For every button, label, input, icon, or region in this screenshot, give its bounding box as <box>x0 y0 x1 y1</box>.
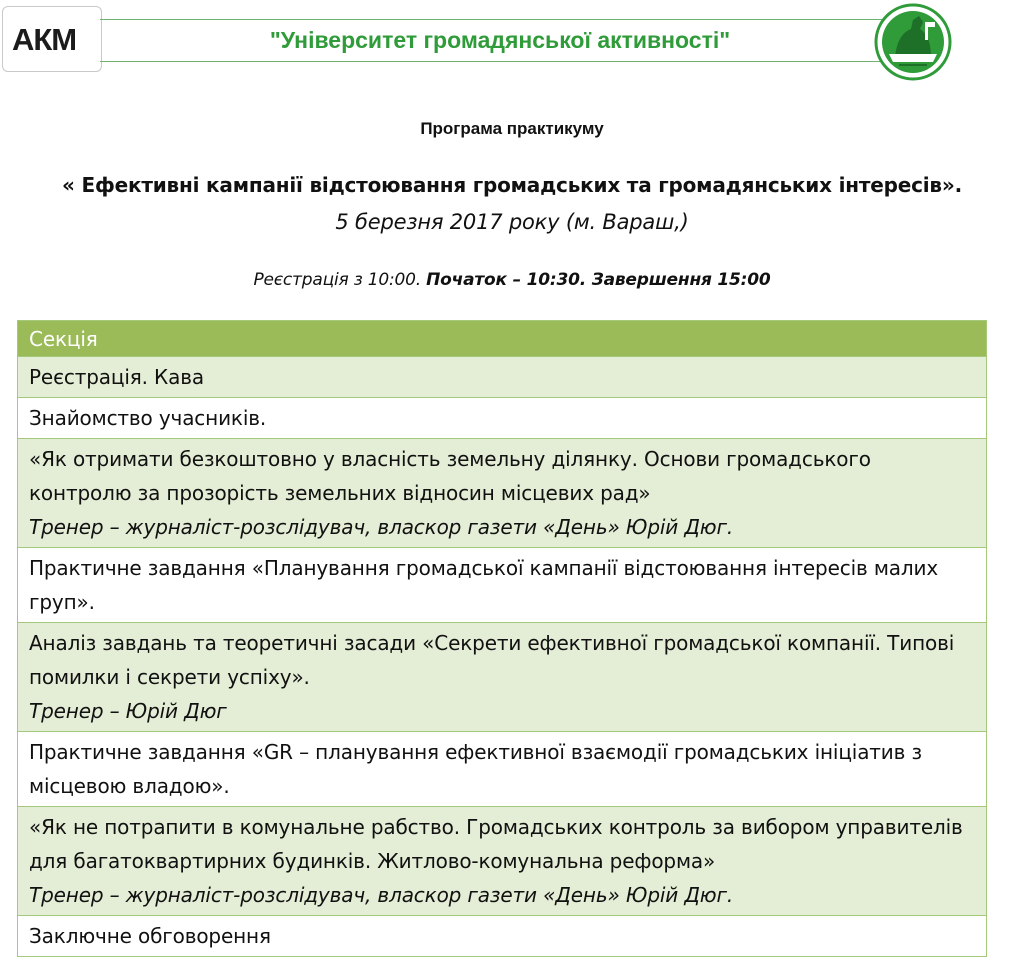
session-text: Практичне завдання «Планування громадської кампанії відстоювання інтересів малих груп». <box>29 556 939 614</box>
table-row <box>18 807 987 916</box>
session-text: Знайомство учасників. <box>29 406 267 430</box>
session-text: Заключне обговорення <box>29 924 271 948</box>
table-row <box>18 916 987 957</box>
registration-time: Реєстрація з 10:00. <box>253 270 421 290</box>
table-row <box>18 623 987 732</box>
table-cell <box>18 357 987 398</box>
session-text: Аналіз завдань та теоретичні засади «Секрети ефективної громадської компанії. Типові помилки і секрети успіху». <box>29 631 955 689</box>
schedule-line <box>0 270 1024 290</box>
banner-bottom-line <box>100 61 900 62</box>
table-header-row <box>18 321 987 357</box>
akm-logo <box>2 6 102 72</box>
table-cell <box>18 732 987 807</box>
table-cell <box>18 548 987 623</box>
table-header-cell: Секція <box>18 321 987 357</box>
table-row <box>18 439 987 548</box>
table-row <box>18 732 987 807</box>
event-date: 5 березня 2017 року (м. Вараш,) <box>335 210 689 234</box>
event-title: « Ефективні кампанії відстоювання громадських та громадянських інтересів». <box>62 173 962 197</box>
table-row <box>18 548 987 623</box>
session-text: Реєстрація. Кава <box>29 365 204 389</box>
table-row <box>18 357 987 398</box>
table-cell <box>18 916 987 957</box>
program-label: Програма практикуму <box>420 119 604 138</box>
table-row <box>18 398 987 439</box>
table-cell <box>18 807 987 916</box>
session-text: «Як не потрапити в комунальне рабство. Громадських контроль за вибором управителів для багатоквартирних будинків. Житлово-комунальна реформа» <box>29 815 963 873</box>
program-table <box>17 320 987 957</box>
table-cell <box>18 623 987 732</box>
banner-top-line <box>100 19 900 20</box>
header-banner <box>0 0 1024 80</box>
trainer-text: Тренер – журналіст-розслідувач, власкор газети «День» Юрій Дюг. <box>29 515 734 539</box>
start-end-time: Початок – 10:30. Завершення 15:00 <box>426 270 771 290</box>
trainer-text: Тренер – журналіст-розслідувач, власкор газети «День» Юрій Дюг. <box>29 883 734 907</box>
banner-title: "Університет громадянської активності" <box>269 27 731 53</box>
session-text: «Як отримати безкоштовно у власність земельну ділянку. Основи громадського контролю за прозорість земельних відносин місцевих рад» <box>29 447 871 505</box>
akm-logo-text: АКМ <box>12 22 77 57</box>
university-emblem-logo <box>873 2 953 82</box>
session-text: Практичне завдання «GR – планування ефективної взаємодії громадських ініціатив з місцевою владою». <box>29 740 922 798</box>
trainer-text: Тренер – Юрій Дюг <box>29 699 227 723</box>
table-cell <box>18 398 987 439</box>
table-cell <box>18 439 987 548</box>
